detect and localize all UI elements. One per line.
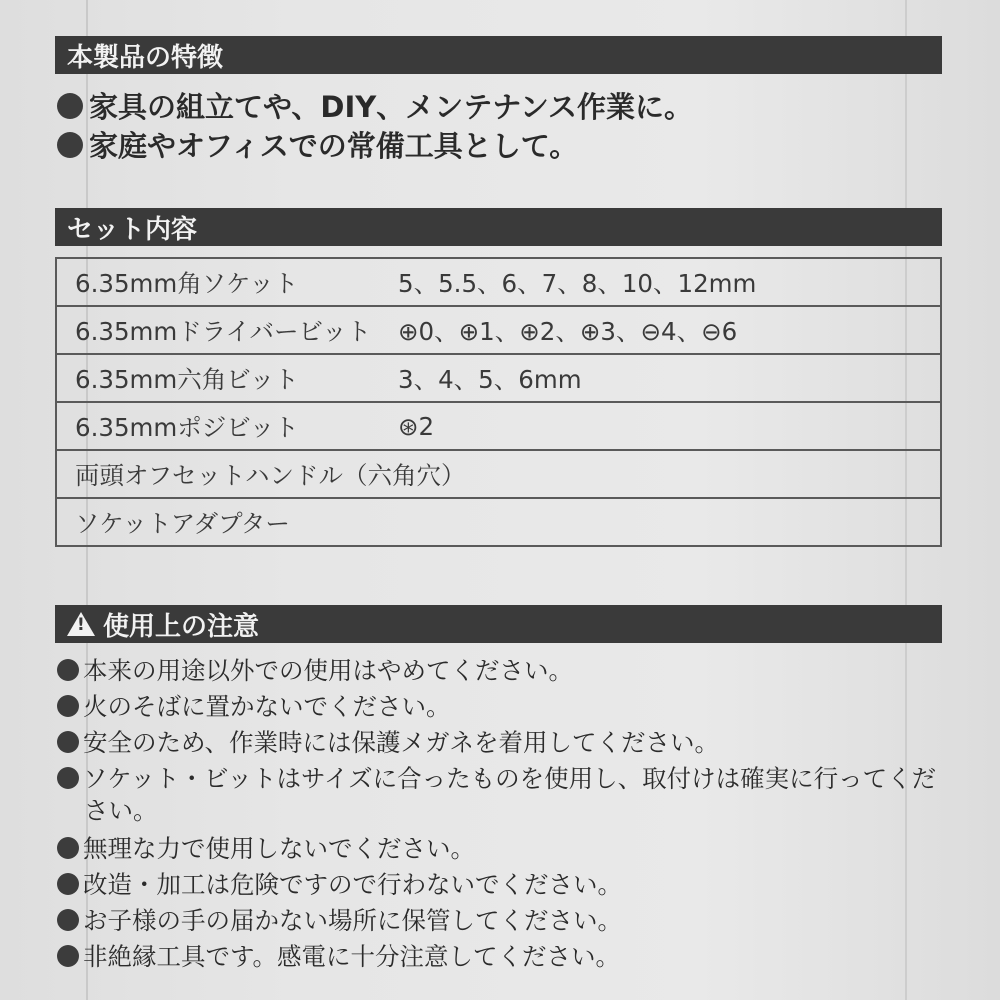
item-name: ソケットアダプター: [56, 498, 941, 546]
caution-item: ソケット・ビットはサイズに合ったものを使用し、取付けは確実に行ってくだ: [57, 760, 936, 795]
bullet-icon: [57, 659, 79, 681]
item-name: 6.35mmドライバービット: [56, 306, 380, 354]
table-row: [56, 306, 941, 354]
contents-header: [55, 208, 942, 246]
item-spec: ⊛2: [380, 402, 941, 450]
table-row: [56, 402, 941, 450]
item-spec: 5、5.5、6、7、8、10、12mm: [380, 258, 941, 306]
bullet-icon: [57, 93, 83, 119]
bullet-icon: [57, 837, 79, 859]
bullet-icon: [57, 767, 79, 789]
item-name: 6.35mm六角ビット: [56, 354, 380, 402]
item-spec: ⊕0、⊕1、⊕2、⊕3、⊖4、⊖6: [380, 306, 941, 354]
contents-table: [55, 257, 942, 547]
caution-item: 非絶縁工具です。感電に十分注意してください。: [57, 938, 620, 973]
feature-item: 家具の組立てや、DIY、メンテナンス作業に。: [57, 85, 693, 126]
table-row: [56, 354, 941, 402]
table-row: [56, 498, 941, 546]
caution-item: 本来の用途以外での使用はやめてください。: [57, 652, 573, 687]
item-name: 両頭オフセットハンドル（六角穴）: [56, 450, 941, 498]
bullet-icon: [57, 945, 79, 967]
caution-item: お子様の手の届かない場所に保管してください。: [57, 902, 622, 937]
table-row: [56, 450, 941, 498]
cautions-header: [55, 605, 942, 643]
item-name: 6.35mmポジビット: [56, 402, 380, 450]
cautions-title: 使用上の注意: [103, 611, 260, 642]
bullet-icon: [57, 132, 83, 158]
feature-item: 家庭やオフィスでの常備工具として。: [57, 124, 578, 165]
features-title: 本製品の特徴: [67, 42, 224, 73]
bullet-icon: [57, 695, 79, 717]
caution-item: 火のそばに置かないでください。: [57, 688, 451, 723]
contents-title: セット内容: [67, 214, 198, 245]
bullet-icon: [57, 909, 79, 931]
item-name: 6.35mm角ソケット: [56, 258, 380, 306]
caution-item: 安全のため、作業時には保護メガネを着用してください。: [57, 724, 719, 759]
bullet-icon: [57, 873, 79, 895]
caution-item-continuation: さい。: [84, 796, 158, 825]
warning-triangle-icon: [67, 612, 95, 636]
caution-item: 無理な力で使用しないでください。: [57, 830, 475, 865]
bullet-icon: [57, 731, 79, 753]
features-header: [55, 36, 942, 74]
caution-item: 改造・加工は危険ですので行わないでください。: [57, 866, 622, 901]
item-spec: 3、4、5、6mm: [380, 354, 941, 402]
table-row: [56, 258, 941, 306]
